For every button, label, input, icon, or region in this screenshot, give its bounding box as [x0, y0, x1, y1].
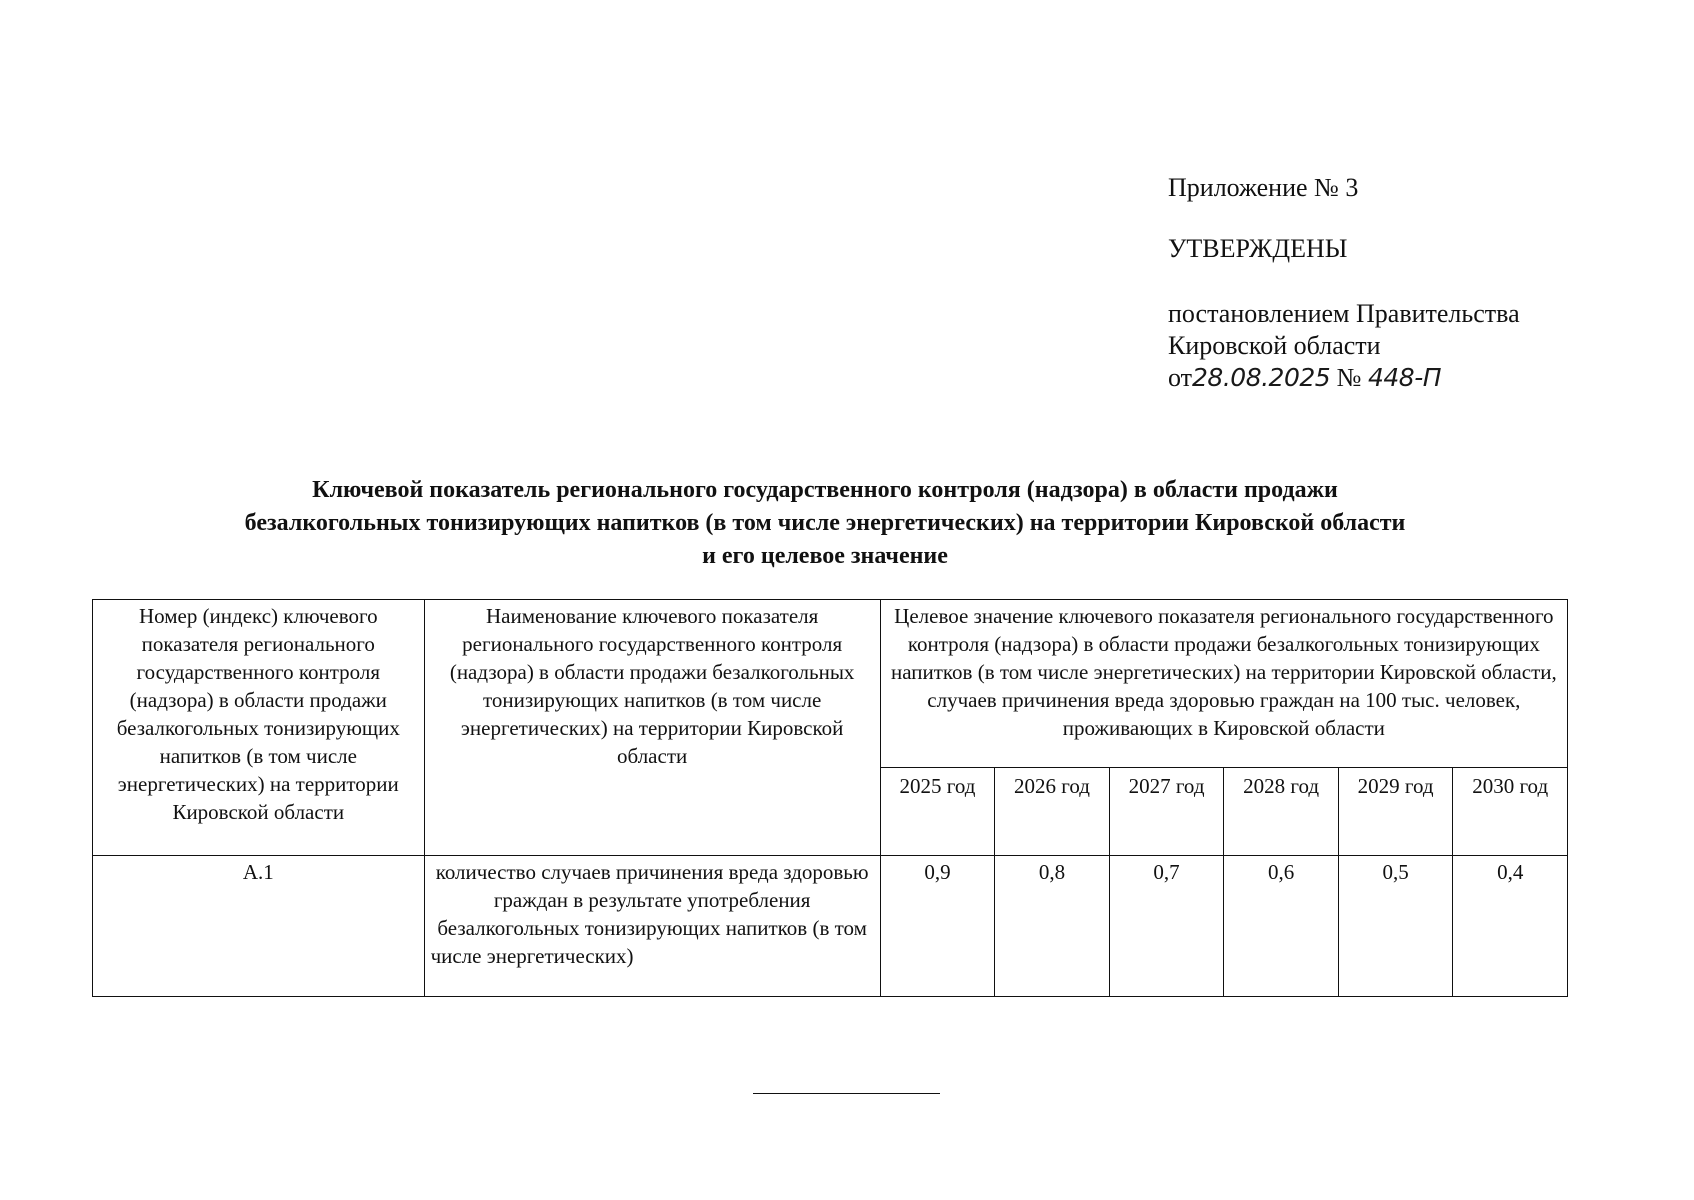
year-header: 2026 год — [995, 767, 1110, 855]
col-index-header: Номер (индекс) ключевого показателя регионального государственного контроля (надзора) в области продажи безалкогольных тонизирующих напитков (в том числе энергетических) на территории Кировской области — [93, 600, 425, 856]
date-prefix: от — [1168, 363, 1193, 392]
title-line-2: безалкогольных тонизирующих напитков (в том числе энергетических) на территории Кировской области — [244, 510, 1406, 536]
year-header: 2029 год — [1338, 767, 1453, 855]
resolution-line-2: Кировской области — [1168, 331, 1381, 360]
handwritten-number: 448-П — [1367, 363, 1442, 392]
indicator-name: количество случаев причинения вреда здоровью граждан в результате употребления безалкогольных тонизирующих напитков (в том числе энергетических) — [424, 856, 880, 997]
title-line-1: Ключевой показатель регионального государственного контроля (надзора) в области продажи — [312, 477, 1338, 503]
year-header: 2027 год — [1109, 767, 1224, 855]
resolution-line-1: постановлением Правительства — [1168, 299, 1520, 328]
number-prefix: № — [1336, 363, 1362, 392]
target-value: 0,9 — [880, 856, 995, 997]
appendix-label: Приложение № 3 — [1168, 173, 1359, 202]
table-header-row — [93, 600, 1568, 768]
target-value: 0,7 — [1109, 856, 1224, 997]
year-header: 2028 год — [1224, 767, 1339, 855]
target-value: 0,5 — [1338, 856, 1453, 997]
indicator-index: А.1 — [93, 856, 425, 997]
year-header: 2030 год — [1453, 767, 1568, 855]
approval-header — [1168, 172, 1668, 394]
col-target-header: Целевое значение ключевого показателя регионального государственного контроля (надзора) в области продажи безалкогольных тонизирующих напитков (в том числе энергетических) на территории Кировской области, случаев причинения вреда здоровью граждан на 100 тыс. человек, проживающих в Кировской области — [880, 600, 1567, 768]
approved-label: УТВЕРЖДЕНЫ — [1168, 234, 1348, 263]
document-title — [80, 474, 1570, 573]
title-line-3: и его целевое значение — [702, 543, 948, 569]
end-divider — [753, 1093, 940, 1094]
year-header: 2025 год — [880, 767, 995, 855]
target-value: 0,6 — [1224, 856, 1339, 997]
kpi-table — [92, 599, 1568, 997]
col-name-header: Наименование ключевого показателя регионального государственного контроля (надзора) в области продажи безалкогольных тонизирующих напитков (в том числе энергетических) на территории Кировской области — [424, 600, 880, 856]
target-value: 0,8 — [995, 856, 1110, 997]
table-row — [93, 856, 1568, 997]
handwritten-date: 28.08.2025 — [1192, 363, 1331, 392]
resolution-date-line — [1168, 362, 1668, 394]
target-value: 0,4 — [1453, 856, 1568, 997]
